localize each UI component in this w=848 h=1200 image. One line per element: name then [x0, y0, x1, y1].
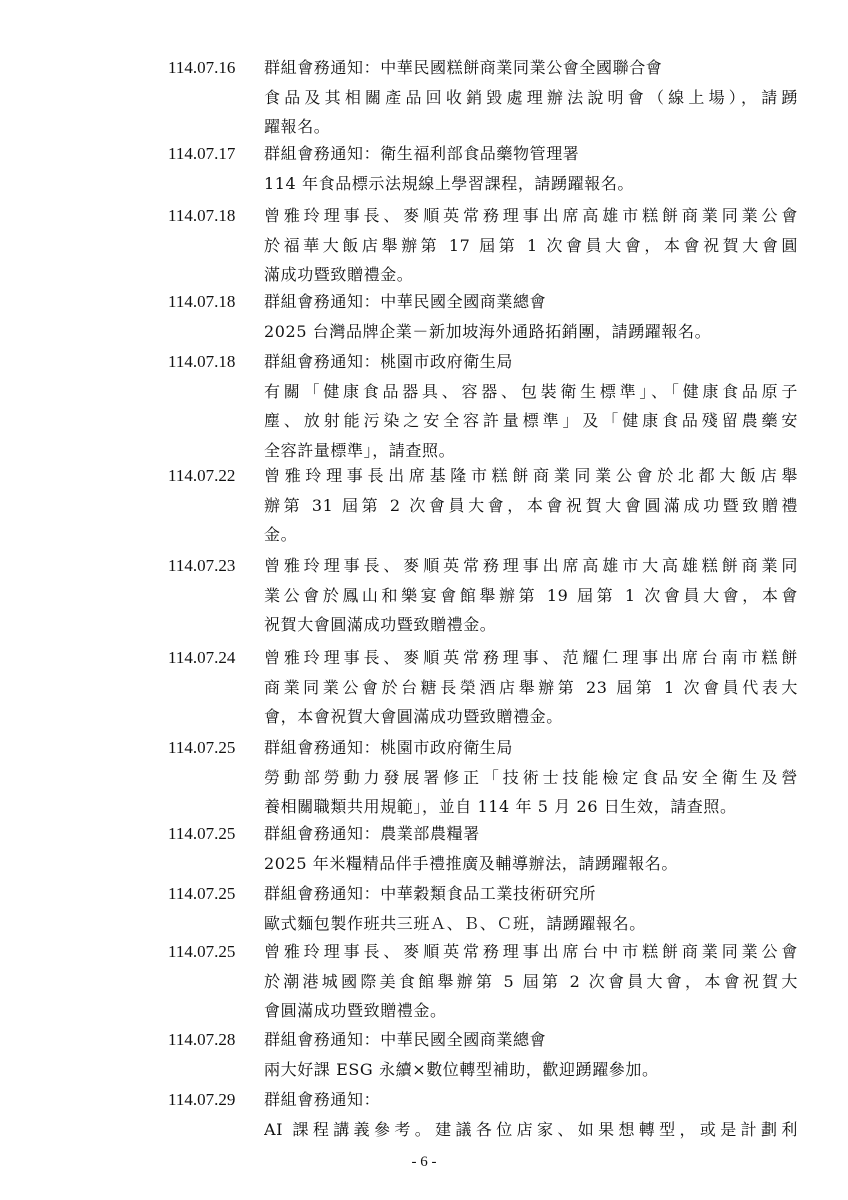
news-entry: [0, 206, 848, 295]
news-entry: [0, 1030, 848, 1089]
entry-date: 114.07.18: [168, 206, 236, 225]
news-entry: [0, 942, 848, 1031]
entry-text-line: 群組會務通知：桃園市政府衛生局: [264, 738, 514, 757]
entry-date: 114.07.23: [168, 556, 236, 575]
entry-text-line: 有關「健康食品器具、容器、包裝衛生標準」、「健康食品原子: [264, 381, 798, 401]
entry-text-line: 群組會務通知：中華民國全國商業總會: [264, 292, 547, 311]
entry-text-line: 群組會務通知：中華民國全國商業總會: [264, 1030, 547, 1049]
entry-text-line: 曾雅玲理事長出席基隆市糕餅商業同業公會於北都大飯店舉: [264, 466, 798, 485]
entry-text-line: 滿成功暨致贈禮金。: [264, 265, 414, 284]
entry-date: 114.07.28: [168, 1030, 236, 1049]
entry-text-line: 商業同業公會於台糖長榮酒店舉辦第 23 屆第 1 次會員代表大: [264, 677, 798, 697]
news-entry: [0, 352, 848, 470]
entry-date: 114.07.25: [168, 738, 236, 757]
entry-date: 114.07.18: [168, 352, 236, 371]
entry-text-line: 兩大好課 ESG 永續×數位轉型補助，歡迎踴躍參加。: [264, 1059, 659, 1079]
entry-text-line: 養相關職類共用規範」，並自 114 年 5 月 26 日生效，請查照。: [264, 797, 737, 816]
entry-text-line: 群組會務通知：農業部農糧署: [264, 824, 480, 843]
entry-text-line: 於潮港城國際美食館舉辦第 5 屆第 2 次會員大會，本會祝賀大: [264, 971, 798, 991]
entry-text-line: 群組會務通知：中華穀類食品工業技術研究所: [264, 884, 597, 903]
entry-text-line: 食品及其相關產品回收銷毀處理辦法說明會（線上場），請踴: [264, 87, 798, 107]
entry-text-line: 全容許量標準」，請查照。: [264, 440, 456, 460]
news-entry: [0, 648, 848, 737]
entry-text-line: 塵、放射能污染之安全容許量標準」及「健康食品殘留農藥安: [264, 411, 798, 430]
entry-text-line: 會圓滿成功暨致贈禮金。: [264, 1001, 447, 1020]
news-entry: [0, 884, 848, 943]
entry-text-line: 群組會務通知：衛生福利部食品藥物管理署: [264, 144, 580, 163]
entry-text-line: 祝賀大會圓滿成功暨致贈禮金。: [264, 615, 497, 634]
news-entry: [0, 292, 848, 351]
entry-text-line: 2025 年米糧精品伴手禮推廣及輔導辦法，請踴躍報名。: [264, 853, 679, 873]
entry-text-line: 曾雅玲理事長、麥順英常務理事出席高雄市糕餅商業同業公會: [264, 206, 798, 225]
news-entry: [0, 738, 848, 827]
entry-date: 114.07.25: [168, 942, 236, 961]
entry-text-line: 群組會務通知：: [264, 1090, 381, 1109]
news-entry: [0, 1090, 848, 1149]
entry-date: 114.07.24: [168, 648, 236, 667]
news-entry: [0, 556, 848, 645]
entry-text-line: 於福華大飯店舉辦第 17 屆第 1 次會員大會，本會祝賀大會圓: [264, 235, 798, 255]
entry-text-line: 會，本會祝賀大會圓滿成功暨致贈禮金。: [264, 707, 563, 726]
entry-date: 114.07.25: [168, 884, 236, 903]
entry-date: 114.07.17: [168, 144, 236, 163]
page-number: - 6 -: [411, 1154, 437, 1170]
entry-text-line: 曾雅玲理事長、麥順英常務理事出席台中市糕餅商業同業公會: [264, 942, 798, 961]
news-entry: [0, 824, 848, 883]
entry-date: 114.07.16: [168, 58, 236, 77]
news-entry: [0, 58, 848, 147]
entry-text-line: 歐式麵包製作班共三班Ａ、Ｂ、Ｃ班，請踴躍報名。: [264, 913, 646, 933]
entry-text-line: 躍報名。: [264, 117, 331, 136]
entry-text-line: 曾雅玲理事長、麥順英常務理事出席高雄市大高雄糕餅商業同: [264, 556, 798, 575]
entry-text-line: 2025 台灣品牌企業－新加坡海外通路拓銷團，請踴躍報名。: [264, 321, 712, 341]
entry-text-line: 群組會務通知：中華民國糕餅商業同業公會全國聯合會: [264, 58, 663, 77]
entry-text-line: 曾雅玲理事長、麥順英常務理事、范耀仁理事出席台南市糕餅: [264, 648, 798, 667]
entry-date: 114.07.22: [168, 466, 236, 485]
entry-date: 114.07.29: [168, 1090, 236, 1109]
entry-text-line: 業公會於鳳山和樂宴會館舉辦第 19 屆第 1 次會員大會，本會: [264, 585, 798, 605]
entry-date: 114.07.25: [168, 824, 236, 843]
entry-text-line: 勞動部勞動力發展署修正「技術士技能檢定食品安全衛生及營: [264, 767, 798, 787]
entry-text-line: 群組會務通知：桃園市政府衛生局: [264, 352, 514, 371]
news-entry: [0, 466, 848, 555]
entry-text-line: AI 課程講義參考。建議各位店家、如果想轉型，或是計劃利: [264, 1119, 798, 1139]
entry-text-line: 辦第 31 屆第 2 次會員大會，本會祝賀大會圓滿成功暨致贈禮: [264, 495, 798, 515]
entry-date: 114.07.18: [168, 292, 236, 311]
entry-text-line: 114 年食品標示法規線上學習課程，請踴躍報名。: [264, 173, 635, 193]
news-entry: [0, 144, 848, 203]
entry-text-line: 金。: [264, 525, 298, 544]
